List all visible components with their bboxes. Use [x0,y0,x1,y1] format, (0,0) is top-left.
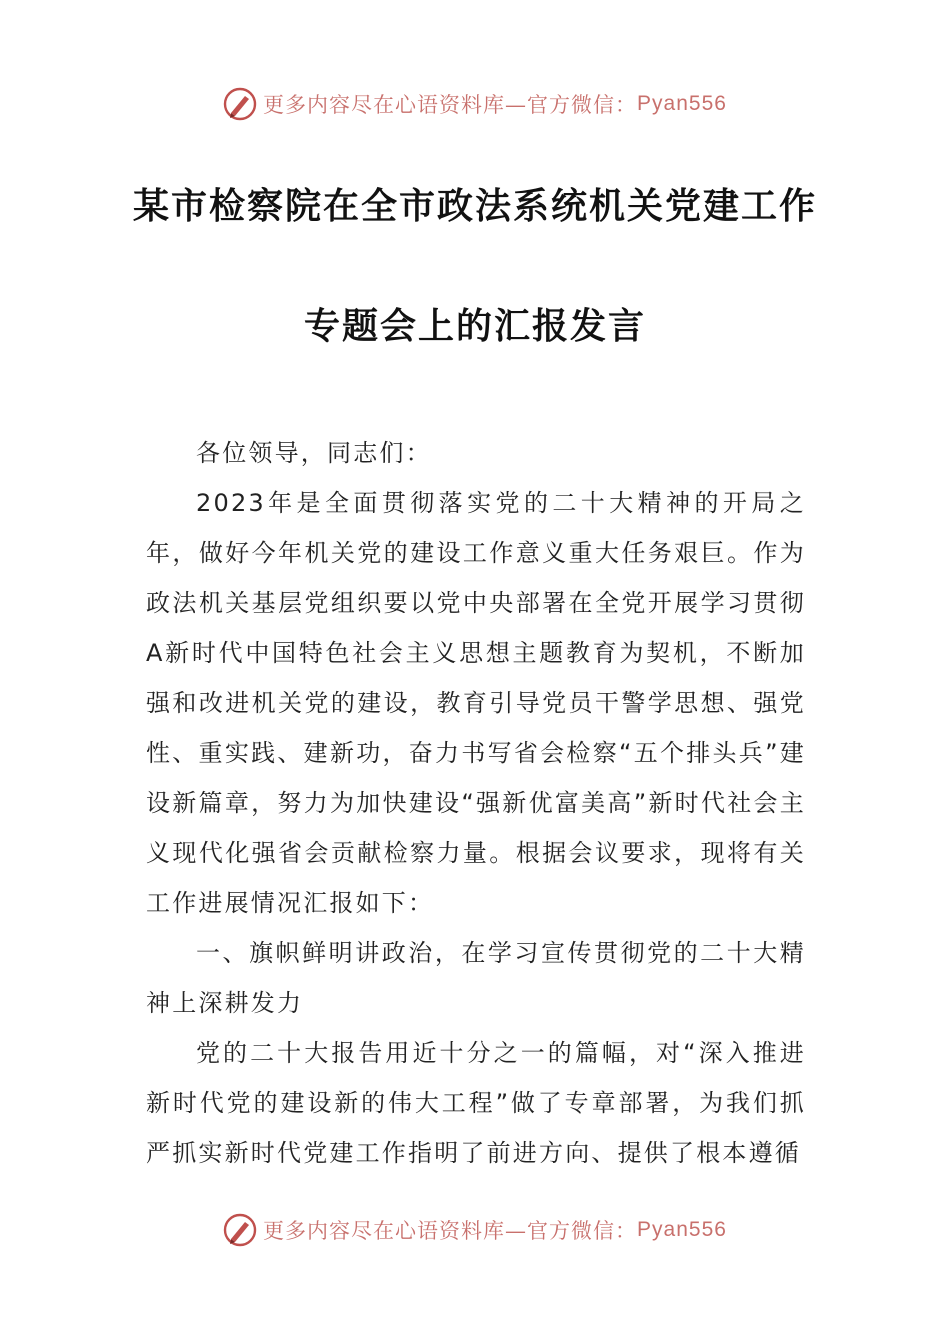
watermark-banner-top [0,84,950,124]
watermark-banner-bottom [0,1210,950,1250]
pen-logo-icon [223,87,257,121]
section-heading-1: 一、旗帜鲜明讲政治，在学习宣传贯彻党的二十大精神上深耕发力 [146,939,806,1017]
pen-logo-icon [223,1213,257,1247]
paragraph-salutation: 各位领导，同志们： [196,439,432,467]
watermark-wechat-id: Pyan556 [637,1218,727,1241]
document-title-line1: 某市检察院在全市政法系统机关党建工作 [132,185,817,227]
watermark-wechat-id: Pyan556 [637,92,727,115]
watermark-text: 更多内容尽在心语资料库—官方微信： [263,1219,638,1243]
document-body [146,428,806,1178]
watermark-text: 更多内容尽在心语资料库—官方微信： [263,93,638,117]
document-title-line2: 专题会上的汇报发言 [303,305,646,347]
paragraph-intro: 2023年是全面贯彻落实党的二十大精神的开局之年，做好今年机关党的建设工作意义重大任务艰巨。作为政法机关基层党组织要以党中央部署在全党开展学习贯彻A新时代中国特色社会主义思想主题教育为契机，不断加强和改进机关党的建设，教育引导党员干警学思想、强党性、重实践、建新功，奋力书写省会检察“五个排头兵”建设新篇章，努力为加快建设“强新优富美高”新时代社会主义现代化强省会贡献检察力量。根据会议要求，现将有关工作进展情况汇报如下： [146,489,806,917]
paragraph-section-1: 党的二十大报告用近十分之一的篇幅，对“深入推进新时代党的建设新的伟大工程”做了专章部署，为我们抓严抓实新时代党建工作指明了前进方向、提供了根本遵循 [146,1039,806,1167]
